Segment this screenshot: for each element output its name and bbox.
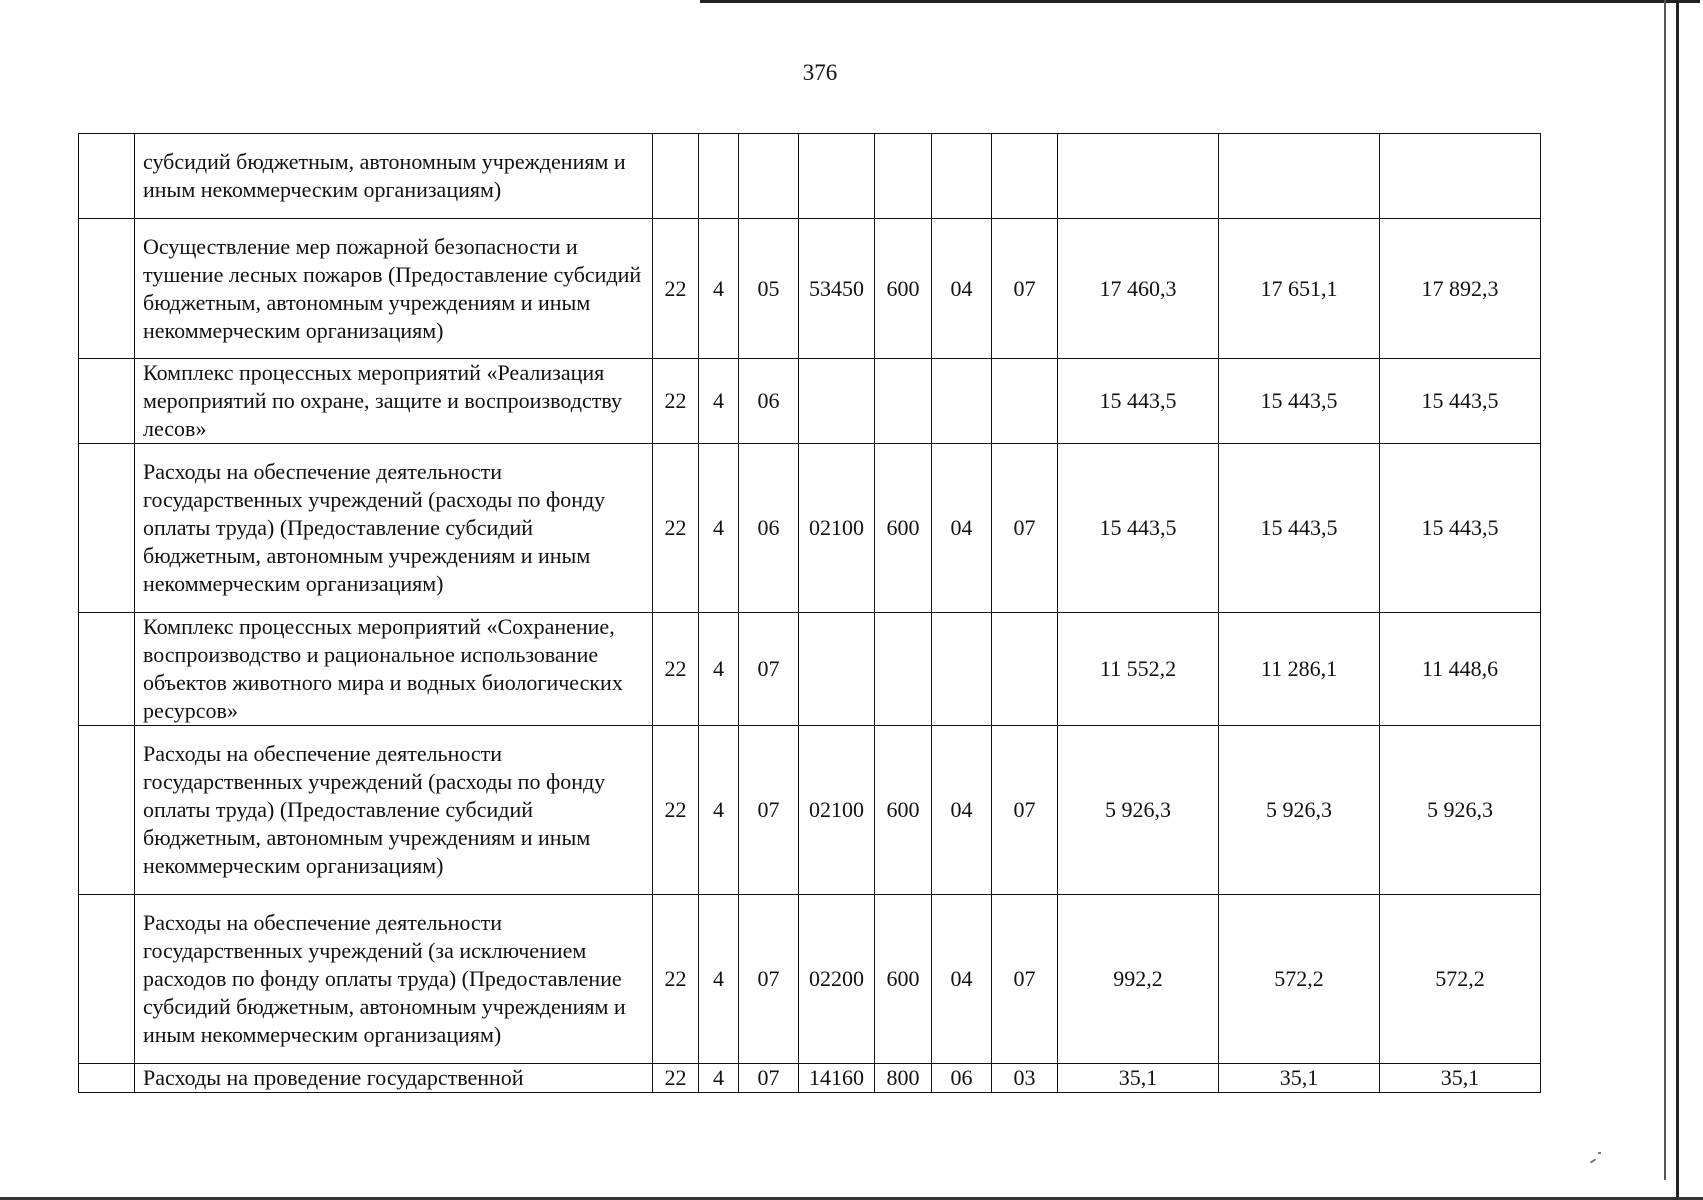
amount-cell: 15 443,5: [1219, 444, 1380, 613]
code-cell: [932, 134, 992, 219]
code-cell: 04: [932, 726, 992, 895]
table-row: [79, 1064, 1541, 1093]
code-cell: 600: [875, 895, 932, 1064]
row-number-cell: [79, 1064, 135, 1093]
code-cell: 06: [739, 359, 799, 444]
amount-cell: 5 926,3: [1380, 726, 1541, 895]
amount-cell: 15 443,5: [1058, 359, 1219, 444]
code-cell: 04: [932, 219, 992, 359]
row-number-cell: [79, 895, 135, 1064]
code-cell: 4: [699, 444, 739, 613]
expense-name: Комплекс процессных мероприятий «Сохранение, воспроизводство и рациональное использование объектов животного мира и водных биологических ресурсов»: [135, 613, 653, 726]
scan-edge-top: [700, 0, 1700, 3]
code-cell: 22: [653, 359, 699, 444]
row-number-cell: [79, 444, 135, 613]
code-cell: 02200: [799, 895, 875, 1064]
code-cell: 07: [992, 219, 1058, 359]
expense-name: Комплекс процессных мероприятий «Реализация мероприятий по охране, защите и воспроизводству лесов»: [135, 359, 653, 444]
amount-cell: 992,2: [1058, 895, 1219, 1064]
amount-cell: 572,2: [1380, 895, 1541, 1064]
table-row: [79, 895, 1541, 1064]
amount-cell: 572,2: [1219, 895, 1380, 1064]
amount-cell: 5 926,3: [1219, 726, 1380, 895]
code-cell: 06: [739, 444, 799, 613]
table-row: [79, 359, 1541, 444]
expense-name: Расходы на обеспечение деятельности государственных учреждений (за исключением расходов по фонду оплаты труда) (Предоставление субсидий бюджетным, автономным учреждениям и иным некоммерческим организациям): [135, 895, 653, 1064]
code-cell: 53450: [799, 219, 875, 359]
code-cell: 4: [699, 219, 739, 359]
amount-cell: 15 443,5: [1380, 359, 1541, 444]
code-cell: 07: [739, 613, 799, 726]
code-cell: [799, 359, 875, 444]
scan-edge-right: [1676, 0, 1679, 1200]
code-cell: [875, 359, 932, 444]
amount-cell: 35,1: [1380, 1064, 1541, 1093]
expense-name: Расходы на обеспечение деятельности государственных учреждений (расходы по фонду оплаты труда) (Предоставление субсидий бюджетным, автономным учреждениям и иным некоммерческим организациям): [135, 444, 653, 613]
code-cell: [799, 134, 875, 219]
scan-mark: [1598, 1152, 1601, 1154]
code-cell: [992, 359, 1058, 444]
page-number: 376: [802, 60, 838, 85]
code-cell: 22: [653, 1064, 699, 1093]
expense-name: Осуществление мер пожарной безопасности и тушение лесных пожаров (Предоставление субсидий бюджетным, автономным учреждениям и иным некоммерческим организациям): [135, 219, 653, 359]
code-cell: 4: [699, 1064, 739, 1093]
code-cell: 4: [699, 895, 739, 1064]
amount-cell: 17 651,1: [1219, 219, 1380, 359]
amount-cell: 15 443,5: [1219, 359, 1380, 444]
table-row: [79, 726, 1541, 895]
amount-cell: 35,1: [1219, 1064, 1380, 1093]
expense-name: Расходы на проведение государственной: [135, 1064, 653, 1093]
code-cell: 02100: [799, 726, 875, 895]
code-cell: [799, 613, 875, 726]
code-cell: 06: [932, 1064, 992, 1093]
amount-cell: 11 448,6: [1380, 613, 1541, 726]
code-cell: [653, 134, 699, 219]
code-cell: 07: [739, 1064, 799, 1093]
row-number-cell: [79, 359, 135, 444]
row-number-cell: [79, 726, 135, 895]
code-cell: 04: [932, 444, 992, 613]
code-cell: 22: [653, 219, 699, 359]
amount-cell: [1380, 134, 1541, 219]
table-row: [79, 444, 1541, 613]
amount-cell: [1058, 134, 1219, 219]
code-cell: [992, 134, 1058, 219]
amount-cell: 17 892,3: [1380, 219, 1541, 359]
code-cell: 600: [875, 219, 932, 359]
code-cell: 05: [739, 219, 799, 359]
table-row: [79, 613, 1541, 726]
amount-cell: 15 443,5: [1380, 444, 1541, 613]
row-number-cell: [79, 134, 135, 219]
code-cell: 600: [875, 444, 932, 613]
code-cell: [875, 613, 932, 726]
amount-cell: [1219, 134, 1380, 219]
code-cell: 22: [653, 444, 699, 613]
code-cell: 600: [875, 726, 932, 895]
code-cell: 14160: [799, 1064, 875, 1093]
code-cell: 02100: [799, 444, 875, 613]
row-number-cell: [79, 219, 135, 359]
amount-cell: 11 286,1: [1219, 613, 1380, 726]
row-number-cell: [79, 613, 135, 726]
code-cell: 04: [932, 895, 992, 1064]
scan-edge-right-inner: [1664, 0, 1666, 1180]
code-cell: [875, 134, 932, 219]
code-cell: 07: [992, 444, 1058, 613]
code-cell: 22: [653, 895, 699, 1064]
table-row: [79, 134, 1541, 219]
code-cell: 07: [739, 895, 799, 1064]
code-cell: [699, 134, 739, 219]
code-cell: 03: [992, 1064, 1058, 1093]
code-cell: 4: [699, 726, 739, 895]
code-cell: 800: [875, 1064, 932, 1093]
code-cell: 07: [992, 726, 1058, 895]
code-cell: 4: [699, 613, 739, 726]
amount-cell: 35,1: [1058, 1064, 1219, 1093]
amount-cell: 11 552,2: [1058, 613, 1219, 726]
code-cell: 07: [992, 895, 1058, 1064]
code-cell: [992, 613, 1058, 726]
amount-cell: 15 443,5: [1058, 444, 1219, 613]
amount-cell: 5 926,3: [1058, 726, 1219, 895]
table-row: [79, 219, 1541, 359]
code-cell: 4: [699, 359, 739, 444]
code-cell: [739, 134, 799, 219]
code-cell: [932, 613, 992, 726]
expense-name: Расходы на обеспечение деятельности государственных учреждений (расходы по фонду оплаты труда) (Предоставление субсидий бюджетным, автономным учреждениям и иным некоммерческим организациям): [135, 726, 653, 895]
code-cell: 07: [739, 726, 799, 895]
code-cell: [932, 359, 992, 444]
expense-name: субсидий бюджетным, автономным учреждениям и иным некоммерческим организациям): [135, 134, 653, 219]
code-cell: 22: [653, 726, 699, 895]
amount-cell: 17 460,3: [1058, 219, 1219, 359]
budget-table: [78, 133, 1541, 1093]
code-cell: 22: [653, 613, 699, 726]
scan-mark: [1590, 1158, 1596, 1163]
